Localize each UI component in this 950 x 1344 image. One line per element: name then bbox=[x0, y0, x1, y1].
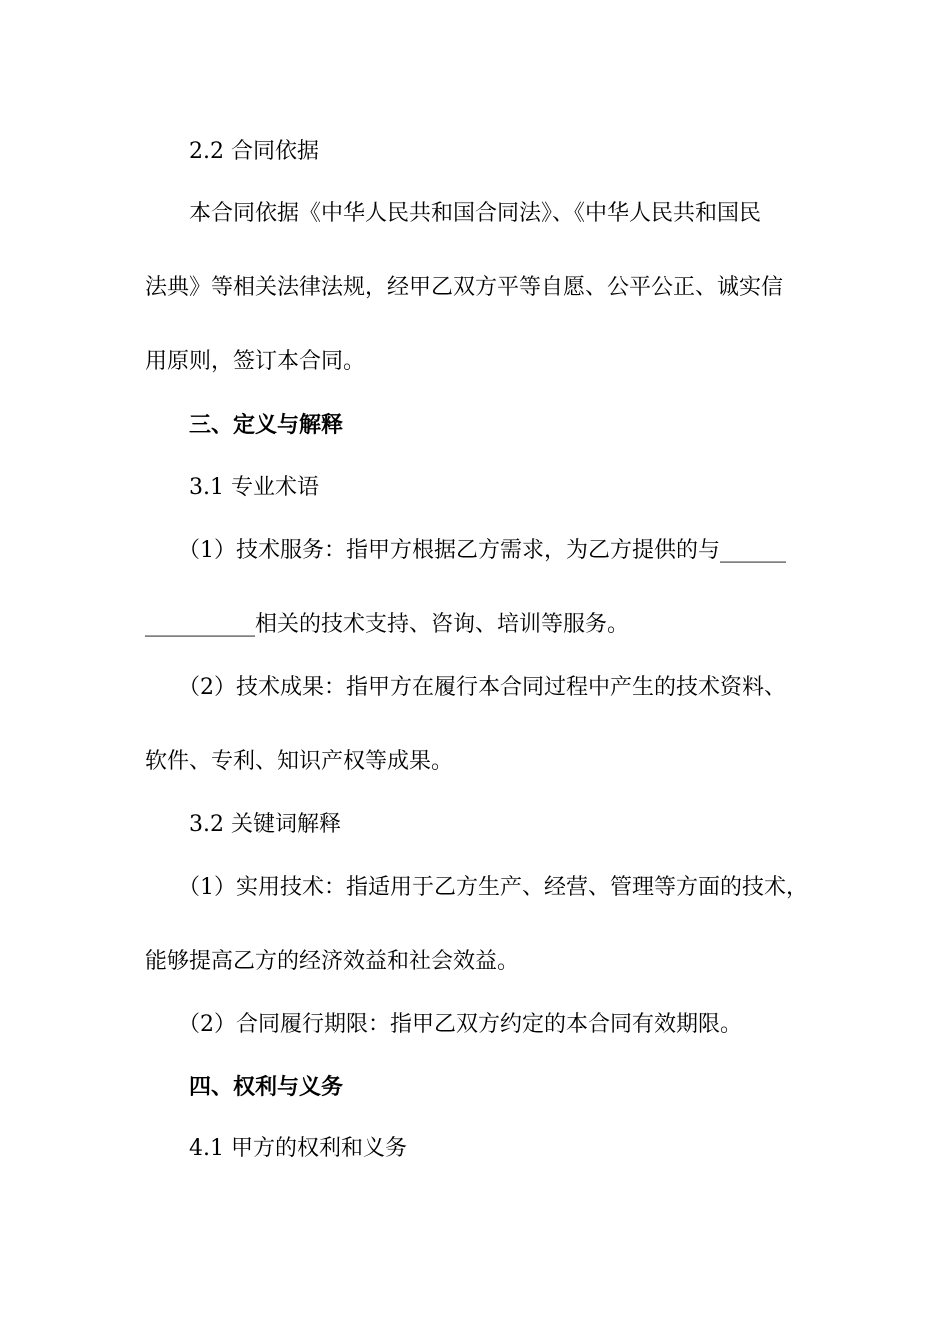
subsection-heading-2-2: 2.2 合同依据 bbox=[189, 139, 319, 164]
subsection-heading-3-1: 3.1 专业术语 bbox=[189, 475, 319, 500]
subsection-heading-4-1: 4.1 甲方的权利和义务 bbox=[189, 1136, 407, 1161]
paragraph-line: （1）技术服务：指甲方根据乙方需求，为乙方提供的与______ bbox=[178, 538, 786, 563]
paragraph-line: 软件、专利、知识产权等成果。 bbox=[145, 749, 454, 774]
section-heading-3: 三、定义与解释 bbox=[189, 412, 344, 438]
section-heading-4: 四、权利与义务 bbox=[189, 1074, 344, 1100]
paragraph-line: （1）实用技术：指适用于乙方生产、经营、管理等方面的技术， bbox=[178, 875, 808, 900]
paragraph-line: 法典》等相关法律法规，经甲乙双方平等自愿、公平公正、诚实信 bbox=[145, 275, 784, 300]
subsection-heading-3-2: 3.2 关键词解释 bbox=[189, 812, 341, 837]
paragraph-line: （2）合同履行期限：指甲乙双方约定的本合同有效期限。 bbox=[178, 1012, 742, 1037]
paragraph-line: （2）技术成果：指甲方在履行本合同过程中产生的技术资料、 bbox=[178, 675, 786, 700]
paragraph-line: 本合同依据《中华人民共和国合同法》、《中华人民共和国民 bbox=[189, 201, 762, 226]
paragraph-line: 用原则，签订本合同。 bbox=[145, 349, 366, 374]
paragraph-line: 能够提高乙方的经济效益和社会效益。 bbox=[145, 949, 520, 974]
paragraph-line: __________相关的技术支持、咨询、培训等服务。 bbox=[145, 612, 630, 637]
